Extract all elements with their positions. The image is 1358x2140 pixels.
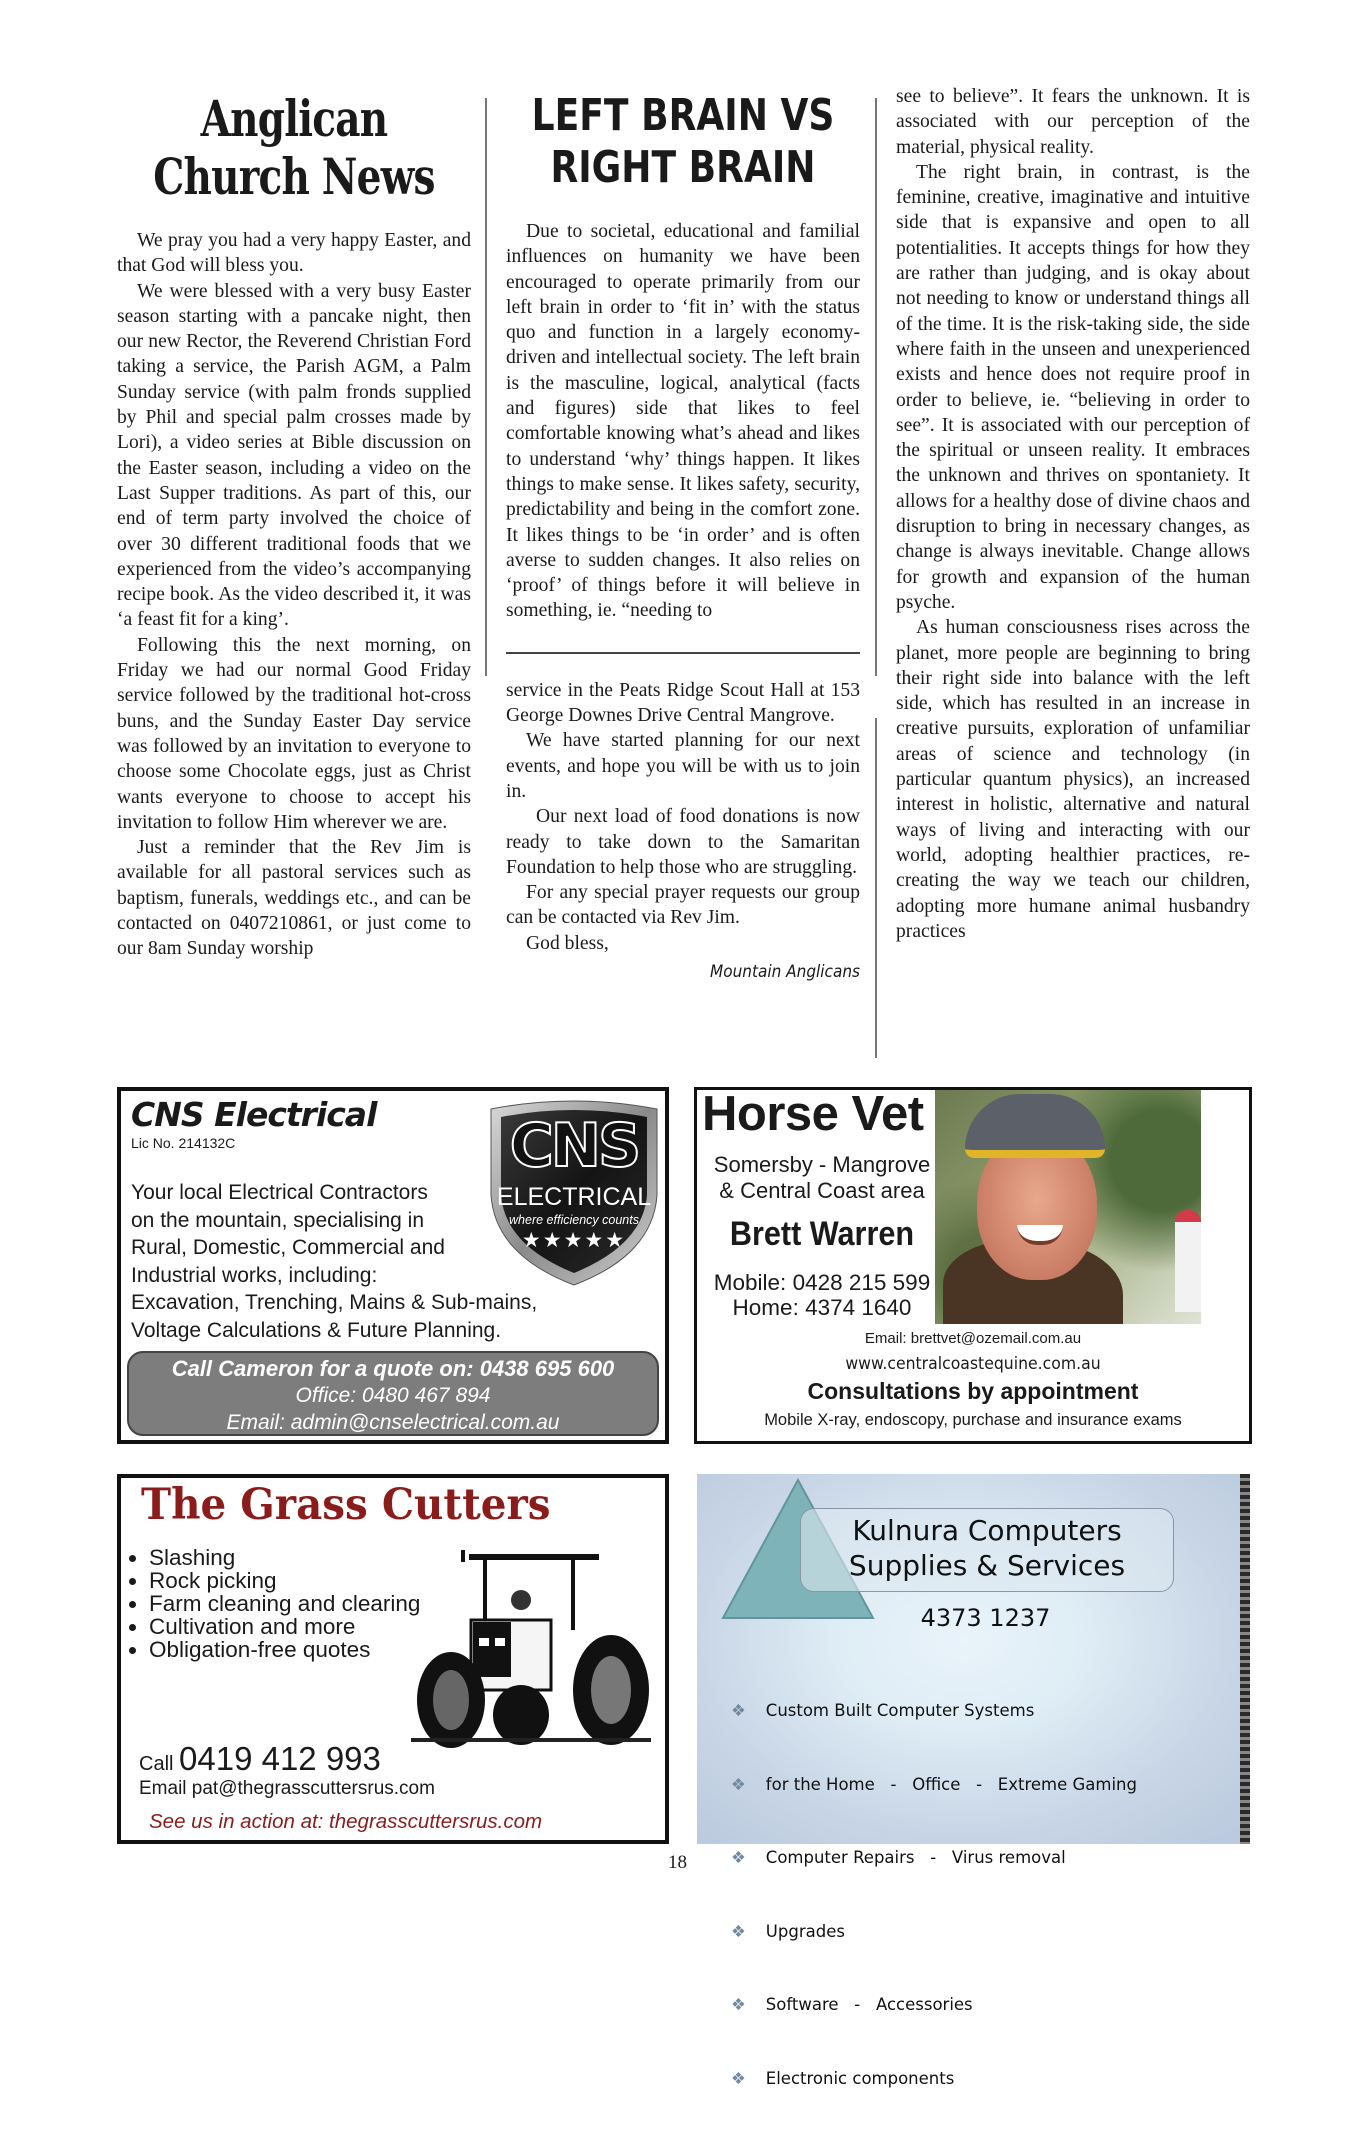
- grass-title: The Grass Cutters: [141, 1480, 551, 1530]
- list-item: ❖ Electronic components: [731, 2068, 955, 2088]
- cns-logo-tagline: where efficiency counts: [509, 1213, 639, 1227]
- tractor-icon: [411, 1550, 661, 1750]
- paragraph: Our next load of food donations is now ready to take down to the Samaritan Foundation to help those who are struggling.: [506, 806, 860, 878]
- vet-website[interactable]: www.centralcoastequine.com.au: [845, 1354, 1101, 1373]
- diamond-bullet-icon: ❖: [731, 1921, 746, 1941]
- diamond-bullet-icon: ❖: [731, 1701, 746, 1720]
- cns-email: Email: admin@cnselectrical.com.au: [226, 1411, 560, 1434]
- paragraph: For any special prayer requests our group can be contacted via Rev Jim.: [506, 882, 860, 929]
- paragraph: We were blessed with a very busy Easter season starting with a pancake night, then our new Rector, the Reverend Christian Ford taking a service, the Parish AGM, a Palm Sunday service (with palm fronds supplied by Phil and special palm crosses made by Lori), a video series at Bible discussion on the Easter season, including a video on the Last Supper traditions. As part of this, our end of term party involved the choice of over 30 different traditional foods that we experienced from the video’s accompanying recipe book. As the video described it, it was ‘a feast fit for a king’.: [117, 280, 471, 631]
- cns-description: Your local Electrical Contractors on the mountain, specialising in Rural, Domestic, Commercial and Industrial works, including: Excavation, Trenching, Mains & Sub-mains, Voltage Calculations & Future Planning.: [131, 1181, 538, 1342]
- paragraph: Following this the next morning, on Friday we had our normal Good Friday service followed by the traditional hot-cross buns, and the Sunday Easter Day service was followed by an invitation to everyone to choose some Chocolate eggs, just as Christ wants everyone to choose to accept his invitation to follow Him wherever we are.: [117, 634, 471, 833]
- list-item: ❖ Computer Repairs - Virus removal: [731, 1848, 1066, 1867]
- list-item: • Rock picking: [149, 1569, 420, 1592]
- cns-name: CNS Electrical: [131, 1095, 377, 1134]
- list-item: ❖ Upgrades: [731, 1921, 845, 1941]
- bystander: [1175, 1210, 1201, 1312]
- paragraph: We have started planning for our next events, and hope you will be with us to join in.: [506, 730, 860, 802]
- list-item: ❖ for the Home - Office - Extreme Gaming: [731, 1774, 1137, 1794]
- cns-electrical-ad: [117, 1087, 669, 1444]
- cns-shield-logo: [485, 1095, 663, 1287]
- film-strip-edge: [1240, 1474, 1250, 1844]
- section-divider: [506, 652, 860, 654]
- kulnura-services-list: [731, 1650, 1137, 2140]
- anglican-article: [117, 90, 471, 962]
- grass-call: [139, 1740, 381, 1778]
- list-item: ❖ Software - Accessories: [731, 1995, 973, 2014]
- horse-vet-ad: [694, 1087, 1252, 1444]
- cns-logo-sub: ELECTRICAL: [496, 1183, 652, 1211]
- list-item: • Cultivation and more: [149, 1615, 420, 1638]
- paragraph: see to believe”. It fears the unknown. It is associated with our perception of the material, physical reality.: [896, 86, 1250, 158]
- brain-article-continued: [896, 84, 1250, 944]
- vet-name: Brett Warren: [729, 1215, 915, 1253]
- kulnura-title-line2: Supplies & Services: [848, 1549, 1126, 1582]
- diamond-bullet-icon: ❖: [731, 1774, 746, 1794]
- vet-area: Somersby - Mangrove & Central Coast area: [713, 1152, 931, 1203]
- vet-photo: [935, 1090, 1201, 1324]
- cns-office: Office: 0480 467 894: [295, 1384, 491, 1407]
- brain-article: [506, 90, 860, 985]
- paragraph: As human consciousness rises across the planet, more people are beginning to bring their right side into balance with the left side, which has resulted in an increase in creative pursuits, exploration of unfamiliar areas of science and technology (in particular quantum physics), an increased interest in holistic, alternative and natural ways of living and interacting with our world, adopting healthier practices, re-creating the way we teach our children, adopting more humane animal husbandry practices: [896, 617, 1250, 942]
- vet-consult: Consultations by appointment: [807, 1378, 1139, 1404]
- paragraph: Due to societal, educational and familial influences on humanity we have been encouraged to operate primarily from our left brain in order to ‘fit in’ with the status quo and function in a largely economy-driven and intellectual society. The left brain is the masculine, logical, analytical (facts and figures) side that likes to feel comfortable knowing what’s ahead and likes to understand ‘why’ things happen. It likes things to make sense. It likes safety, security, predictability and being in the comfort zone. It likes things to be ‘in order’ and is often averse to sudden changes. It also relies on ‘proof’ of things before it will believe in something, ie. “needing to: [506, 221, 860, 622]
- rating-stars-icon: ★★★★★: [521, 1229, 627, 1252]
- paragraph: service in the Peats Ridge Scout Hall at 153 George Downes Drive Central Mangrove.: [506, 679, 860, 727]
- grass-services-list: [129, 1546, 420, 1661]
- list-item: • Obligation-free quotes: [149, 1638, 420, 1661]
- list-item: • Slashing: [149, 1546, 420, 1569]
- vet-title: Horse Vet: [702, 1087, 924, 1141]
- brain-title: LEFT BRAIN VS RIGHT BRAIN: [531, 90, 835, 193]
- grass-cutters-ad: [117, 1474, 669, 1844]
- kulnura-title-line1: Kulnura Computers: [852, 1514, 1122, 1547]
- paragraph: Just a reminder that the Rev Jim is available for all pastoral services such as baptism, funerals, weddings etc., and can be contacted on 0407210861, or just come to our 8am Sunday worship: [117, 837, 471, 960]
- column-divider: [485, 98, 487, 676]
- vet-services: Mobile X-ray, endoscopy, purchase and insurance exams: [764, 1411, 1182, 1429]
- paragraph: The right brain, in contrast, is the feminine, creative, imaginative and intuitive side that is expansive and open to all potentialities. It accepts things for how they are rather than judging, and is okay about not needing to know or understand things all of the time. It is the risk-taking side, the side where faith in the unseen and unexperienced exists and hence does not require proof in order to believe, ie. “believing in order to see”. It is associated with our perception of the spiritual or unseen reality. It embraces the unknown and thrives on spontaniety. It allows for a healthy dose of divine chaos and disruption to bring in necessary changes, as change is always inevitable. Change allows for growth and expansion of the human psyche.: [896, 161, 1250, 613]
- vet-phones: Mobile: 0428 215 599 Home: 4374 1640: [713, 1270, 931, 1320]
- list-item: ❖ Custom Built Computer Systems: [731, 1701, 1035, 1720]
- cns-contact-panel: [127, 1351, 659, 1436]
- grass-call-label: Call: [139, 1753, 174, 1775]
- grass-email[interactable]: Email pat@thegrasscuttersrus.com: [139, 1778, 435, 1799]
- column-divider: [875, 718, 877, 1058]
- column-divider: [875, 98, 877, 676]
- kulnura-phone[interactable]: 4373 1237: [920, 1604, 1051, 1632]
- kulnura-computers-ad: [697, 1474, 1250, 2088]
- list-item: • Farm cleaning and clearing: [149, 1592, 420, 1615]
- paragraph: God bless,: [526, 932, 609, 954]
- cns-logo-big: CNS: [509, 1111, 639, 1181]
- diamond-bullet-icon: ❖: [731, 2068, 746, 2088]
- cns-call: Call Cameron for a quote on: 0438 695 600: [171, 1356, 615, 1381]
- grass-phone[interactable]: 0419 412 993: [179, 1740, 381, 1777]
- paragraph: We pray you had a very happy Easter, and that God will bless you.: [117, 230, 471, 277]
- signature: Mountain Anglicans: [710, 962, 860, 983]
- grass-website[interactable]: See us in action at: thegrasscuttersrus.com: [149, 1810, 543, 1833]
- diamond-bullet-icon: ❖: [731, 1848, 746, 1867]
- kulnura-title-box: [800, 1508, 1174, 1592]
- page-number: 18: [668, 1852, 687, 1873]
- diamond-bullet-icon: ❖: [731, 1995, 746, 2014]
- anglican-title: Anglican Church News: [153, 89, 435, 206]
- vet-email[interactable]: Email: brettvet@ozemail.com.au: [864, 1330, 1082, 1347]
- cns-licence: Lic No. 214132C: [131, 1135, 236, 1151]
